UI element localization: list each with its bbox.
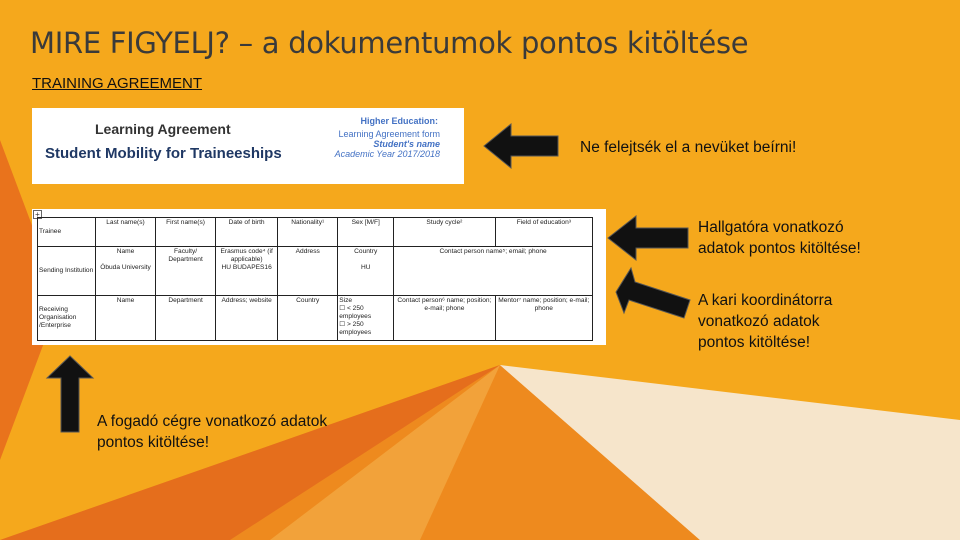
- section-subtitle: TRAINING AGREEMENT: [32, 75, 203, 92]
- table-cell: First name(s): [156, 218, 216, 247]
- table-cell: Sex [M/F]: [338, 218, 394, 247]
- table-cell: Nationality¹: [278, 218, 338, 247]
- table-cell: Country HU: [338, 246, 394, 295]
- page-title: MIRE FIGYELJ? – a dokumentumok pontos kitöltése: [30, 26, 749, 60]
- table-cell: Name Óbuda University: [95, 246, 155, 295]
- la-title-line1: Learning Agreement: [95, 121, 231, 137]
- table-cell: Name: [95, 295, 155, 340]
- row-label: Sending Institution: [38, 246, 96, 295]
- table-cell: Department: [156, 295, 216, 340]
- table-row: [38, 218, 593, 247]
- table-cell: Last name(s): [95, 218, 155, 247]
- note-trainee-data: Hallgatóra vonatkozó adatok pontos kitöltése!: [698, 219, 861, 257]
- la-right-line4: Academic Year 2017/2018: [334, 149, 440, 159]
- note-coordinator-data: A kari koordinátorra vonatkozó adatok pontos kitöltése!: [698, 292, 833, 351]
- form-table: [37, 217, 593, 341]
- table-cell: Date of birth: [216, 218, 278, 247]
- table-cell: Size ☐ < 250 employees ☐ > 250 employees: [338, 295, 394, 340]
- row-label: Receiving Organisation /Enterprise: [38, 295, 96, 340]
- learning-agreement-header-image: [32, 108, 464, 184]
- table-cell: Mentor⁷ name; position; e-mail; phone: [495, 295, 592, 340]
- note-receiving-company-data: A fogadó cégre vonatkozó adatok pontos kitöltése!: [97, 413, 328, 451]
- table-cell: Country: [278, 295, 338, 340]
- table-cell: Address: [278, 246, 338, 295]
- la-right-line2: Learning Agreement form: [338, 129, 440, 139]
- la-right-block: [280, 129, 440, 159]
- table-cell: Faculty/ Department: [156, 246, 216, 295]
- table-cell: Field of education³: [495, 218, 592, 247]
- la-right-line3: Student's name: [373, 139, 440, 149]
- la-right-line1: Higher Education:: [360, 116, 438, 126]
- table-row: [38, 295, 593, 340]
- table-cell: Contact person⁶ name; position; e-mail; phone: [394, 295, 495, 340]
- table-row: [38, 246, 593, 295]
- table-cell: Address; website: [216, 295, 278, 340]
- expand-icon: +: [33, 210, 42, 219]
- table-cell: Contact person name⁵; email; phone: [394, 246, 593, 295]
- row-label: Trainee: [38, 218, 96, 247]
- table-cell: Erasmus code⁴ (if applicable) HU BUDAPES16: [216, 246, 278, 295]
- la-title-line2: Student Mobility for Traineeships: [45, 145, 282, 162]
- form-table-image: [32, 209, 606, 345]
- note-enter-name: Ne felejtsék el a nevüket beírni!: [580, 139, 797, 156]
- table-cell: Study cycle²: [394, 218, 495, 247]
